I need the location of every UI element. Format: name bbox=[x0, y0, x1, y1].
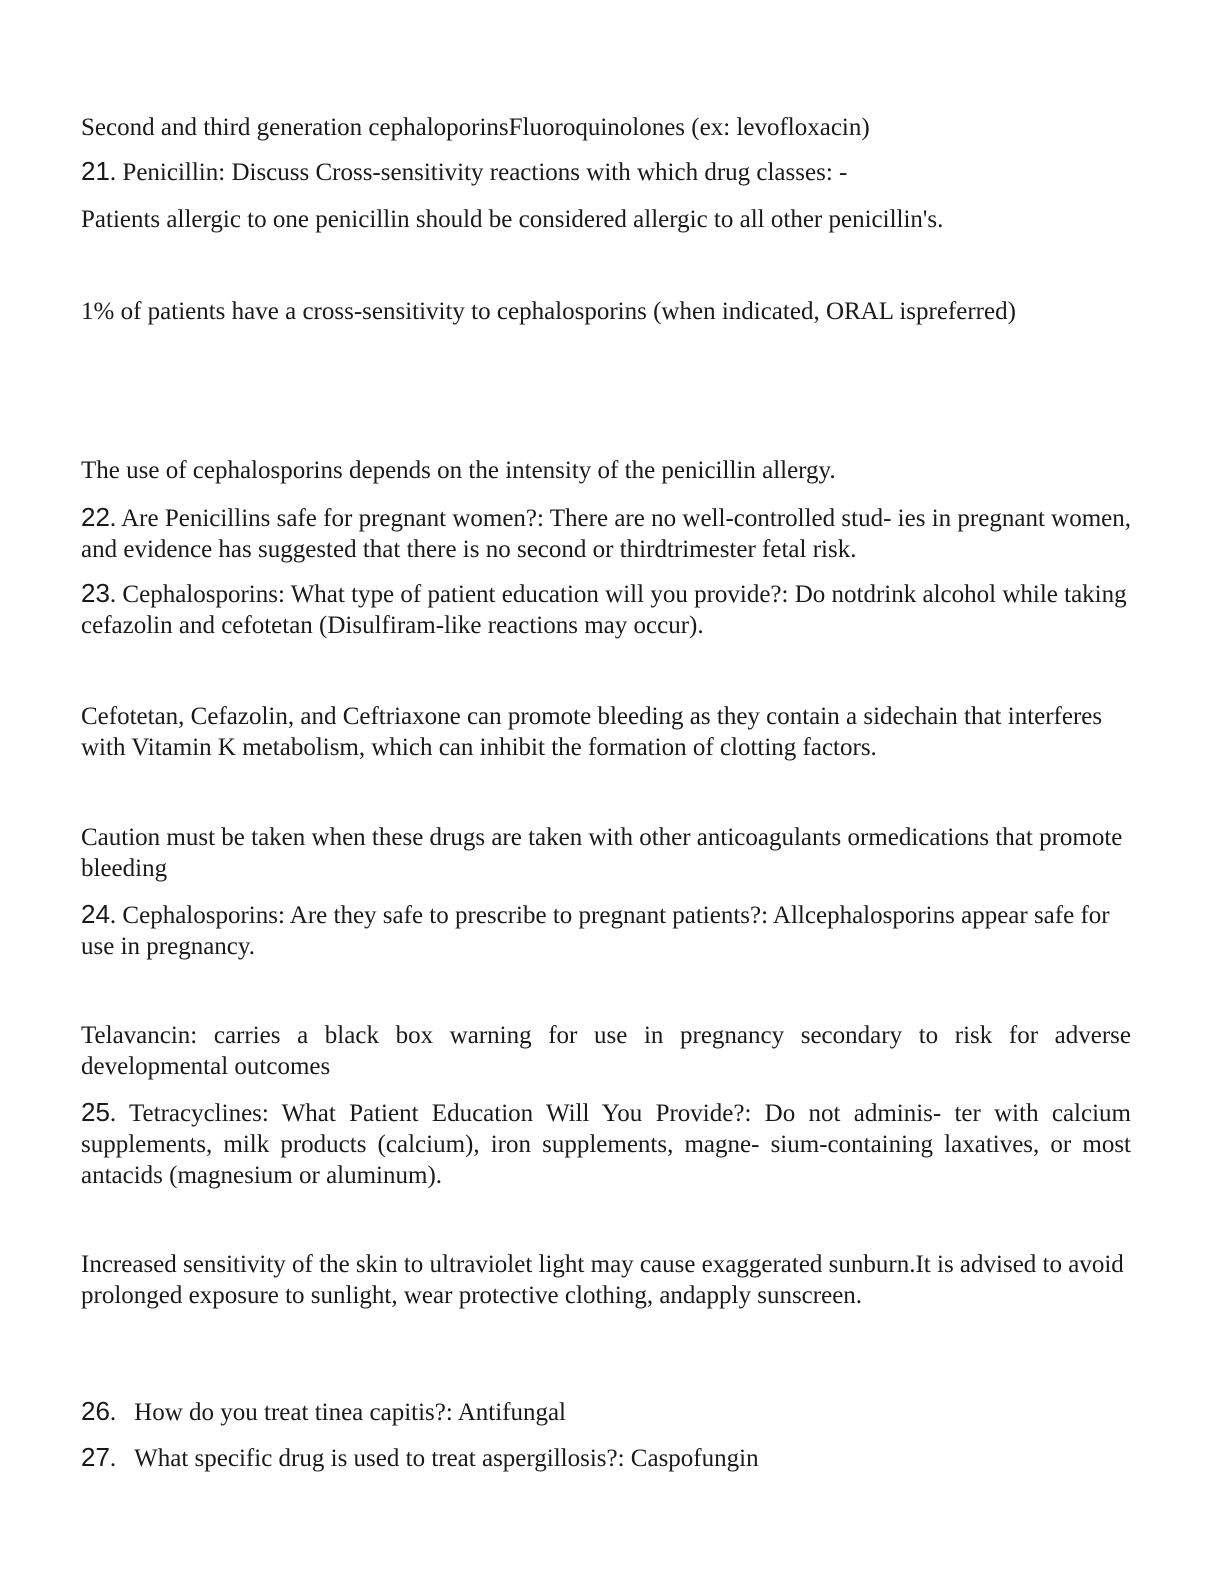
question-text: Penicillin: Discuss Cross-sensitivity reactions with which drug classes: - bbox=[122, 159, 848, 186]
question-number: 21 bbox=[81, 156, 110, 186]
question-number: 27 bbox=[81, 1442, 110, 1472]
text-block: Caution must be taken when these drugs are taken with other anticoagulants ormedications that promote bleeding bbox=[81, 824, 1123, 882]
question-22: 22. Are Penicillins safe for pregnant women?: There are no well-controlled stud- ies in pregnant women, and evidence has suggested that there is no second or thirdtrimester fetal risk. bbox=[81, 502, 1132, 563]
question-26: 26. How do you treat tinea capitis?: Antifungal bbox=[81, 1396, 567, 1426]
text-block: Second and third generation cephaloporinsFluoroquinolones (ex: levofloxacin) bbox=[81, 114, 870, 141]
question-number: 22 bbox=[81, 502, 110, 532]
question-number: 23 bbox=[81, 578, 110, 608]
text-block: Telavancin: carries a black box warning for use in pregnancy secondary to risk for adverse developmental outcomes bbox=[81, 1022, 1131, 1080]
question-number: 25 bbox=[81, 1097, 110, 1127]
question-21: 21. Penicillin: Discuss Cross-sensitivity reactions with which drug classes: - bbox=[81, 156, 848, 186]
text-block: Increased sensitivity of the skin to ultraviolet light may cause exaggerated sunburn.It is advised to avoid prolonged exposure to sunlight, wear protective clothing, andapply sunscreen. bbox=[81, 1251, 1124, 1309]
text-block: Cefotetan, Cefazolin, and Ceftriaxone can promote bleeding as they contain a sidechain that interferes with Vitamin K metabolism, which can inhibit the formation of clotting factors. bbox=[81, 703, 1103, 761]
question-text: How do you treat tinea capitis?: Antifungal bbox=[134, 1399, 567, 1426]
question-24: 24. Cephalosporins: Are they safe to prescribe to pregnant patients?: Allcephalosporins appear safe for use in pregnancy. bbox=[81, 899, 1110, 960]
question-text: Cephalosporins: What type of patient education will you provide?: Do notdrink alcohol while taking cefazolin and cefotetan (Disulfiram-like reactions may occur). bbox=[81, 581, 1127, 639]
question-text: Tetracyclines: What Patient Education Will You Provide?: Do not adminis- ter with calcium supplements, milk products (calcium), iron supplements, magne- sium-containing laxatives, or most antacids (magnesium or aluminum). bbox=[81, 1100, 1131, 1189]
question-text: Cephalosporins: Are they safe to prescribe to pregnant patients?: Allcephalosporins appear safe for use in pregnancy. bbox=[81, 902, 1110, 960]
text-block: The use of cephalosporins depends on the intensity of the penicillin allergy. bbox=[81, 457, 836, 484]
question-number: 24 bbox=[81, 899, 110, 929]
text-block: Patients allergic to one penicillin should be considered allergic to all other penicillin's. bbox=[81, 206, 944, 233]
question-23: 23. Cephalosporins: What type of patient education will you provide?: Do notdrink alcohol while taking cefazolin and cefotetan (Disulfiram-like reactions may occur). bbox=[81, 578, 1127, 639]
question-number: 26 bbox=[81, 1396, 110, 1426]
question-text: Are Penicillins safe for pregnant women?: There are no well-controlled stud- ies in pregnant women, and evidence has suggested that there is no second or thirdtrimester fetal risk. bbox=[81, 505, 1132, 563]
text-block: 1% of patients have a cross-sensitivity to cephalosporins (when indicated, ORAL ispreferred) bbox=[81, 298, 1016, 325]
question-text: What specific drug is used to treat aspergillosis?: Caspofungin bbox=[134, 1445, 759, 1472]
question-27: 27. What specific drug is used to treat aspergillosis?: Caspofungin bbox=[81, 1442, 759, 1472]
question-25: 25. Tetracyclines: What Patient Education Will You Provide?: Do not adminis- ter with calcium supplements, milk products (calcium), iron supplements, magne- sium-containing laxatives, or most antacids (magnesium or aluminum). bbox=[81, 1097, 1131, 1189]
